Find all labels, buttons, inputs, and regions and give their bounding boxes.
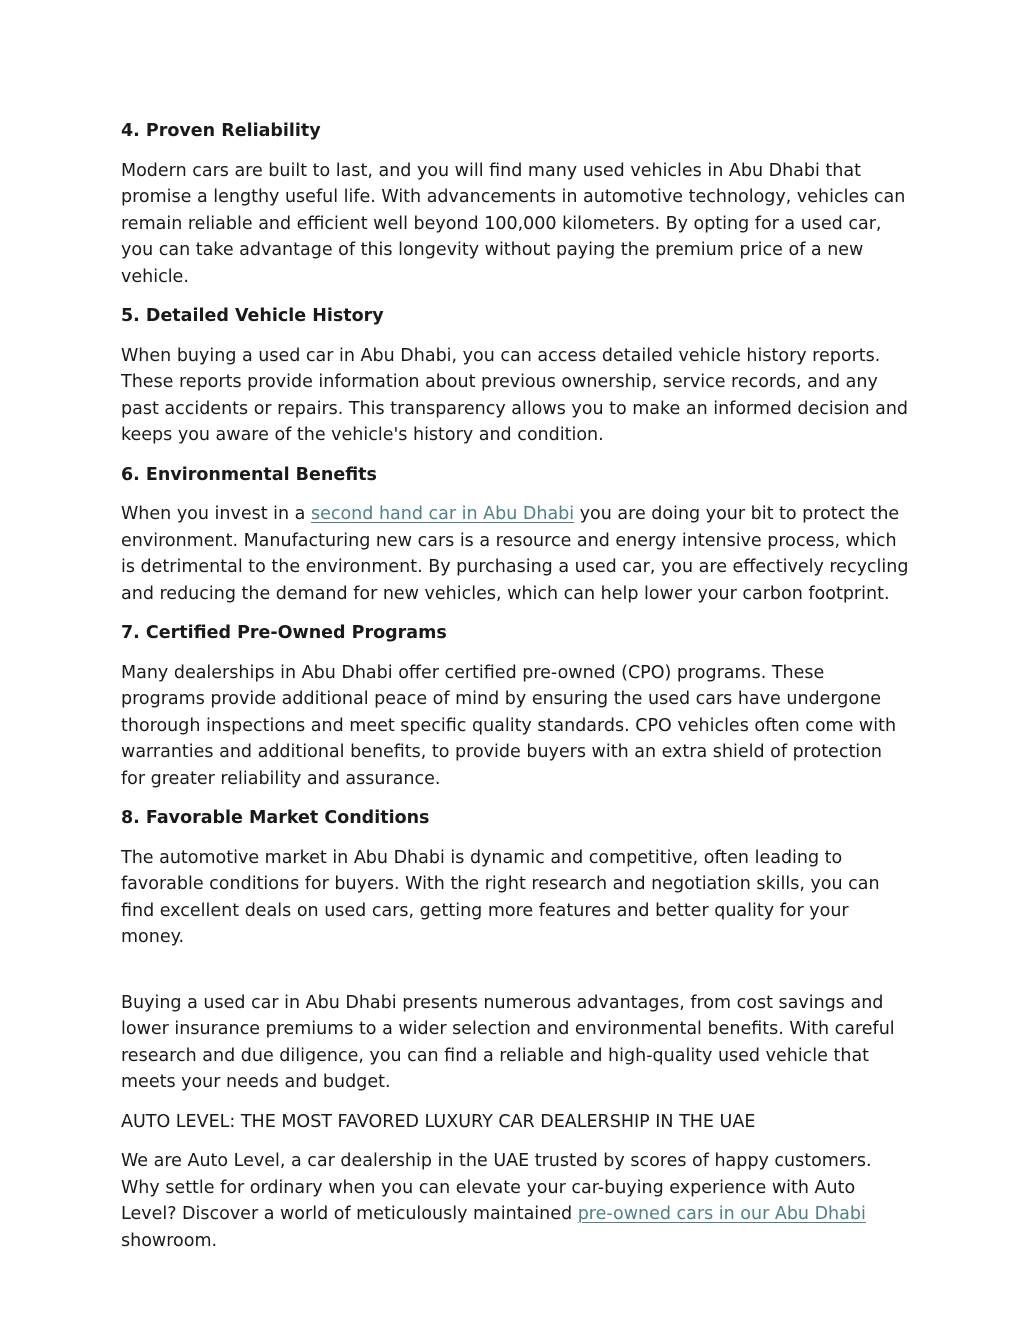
section-body-market-conditions: The automotive market in Abu Dhabi is dynamic and competitive, often leading to favorable conditions for buyers. With the right research and negotiation skills, you can find excellent deals on used cars, getting more features and better quality for your money.	[121, 847, 880, 947]
conclusion-paragraph: Buying a used car in Abu Dhabi presents numerous advantages, from cost savings and lower insurance premiums to a wider selection and environmental benefits. With careful research and due diligence, you can find a reliable and high-quality used vehicle that meets your needs and budget.	[121, 992, 895, 1092]
dealership-title: AUTO LEVEL: THE MOST FAVORED LUXURY CAR DEALERSHIP IN THE UAE	[121, 1111, 756, 1132]
closing-text-before-link: We are Auto Level, a car dealership in the UAE trusted by scores of happy customers. Why settle for ordinary when you can elevate your car-buying experience with Auto Level? Discover a world of meticulously maintained	[121, 1151, 872, 1224]
pre-owned-cars-link[interactable]: pre-owned cars in our Abu Dhabi	[577, 1204, 866, 1224]
section-heading-environmental-benefits: 6. Environmental Benefits	[121, 464, 377, 485]
section-body-proven-reliability: Modern cars are built to last, and you will find many used vehicles in Abu Dhabi that promise a lengthy useful life. With advancements in automotive technology, vehicles can remain reliable and efficient well beyond 100,000 kilometers. By opting for a used car, you can take advantage of this longevity without paying the premium price of a new vehicle.	[121, 160, 906, 287]
section-body-cpo-programs: Many dealerships in Abu Dhabi offer certified pre-owned (CPO) programs. These programs provide additional peace of mind by ensuring the used cars have undergone thorough inspections and meet specific quality standards. CPO vehicles often come with warranties and additional benefits, to provide buyers with an extra shield of protection for greater reliability and assurance.	[121, 662, 897, 789]
second-hand-car-link[interactable]: second hand car in Abu Dhabi	[310, 504, 575, 524]
section-heading-vehicle-history: 5. Detailed Vehicle History	[121, 306, 384, 326]
body-text-after-link: you are doing your bit to protect the environment. Manufacturing new cars is a resource and energy intensive process, which is detrimental to the environment. By purchasing a used car, you are effectively recycling and reducing the demand for new vehicles, which can help lower your carbon footprint.	[121, 504, 909, 604]
body-text-before-link: When you invest in a	[121, 504, 311, 524]
section-heading-proven-reliability: 4. Proven Reliability	[121, 121, 321, 141]
section-body-vehicle-history: When buying a used car in Abu Dhabi, you can access detailed vehicle history reports. These reports provide information about previous ownership, service records, and any past accidents or repairs. This transparency allows you to make an informed decision and keeps you aware of the vehicle's history and condition.	[121, 345, 909, 445]
document-page	[121, 118, 911, 1267]
closing-paragraph	[121, 1148, 911, 1254]
section-body-environmental-benefits	[121, 501, 911, 607]
section-heading-market-conditions: 8. Favorable Market Conditions	[121, 808, 430, 828]
blank-line	[121, 964, 911, 990]
closing-text-after-link: showroom.	[121, 1230, 218, 1251]
section-heading-cpo-programs: 7. Certified Pre-Owned Programs	[121, 623, 447, 643]
